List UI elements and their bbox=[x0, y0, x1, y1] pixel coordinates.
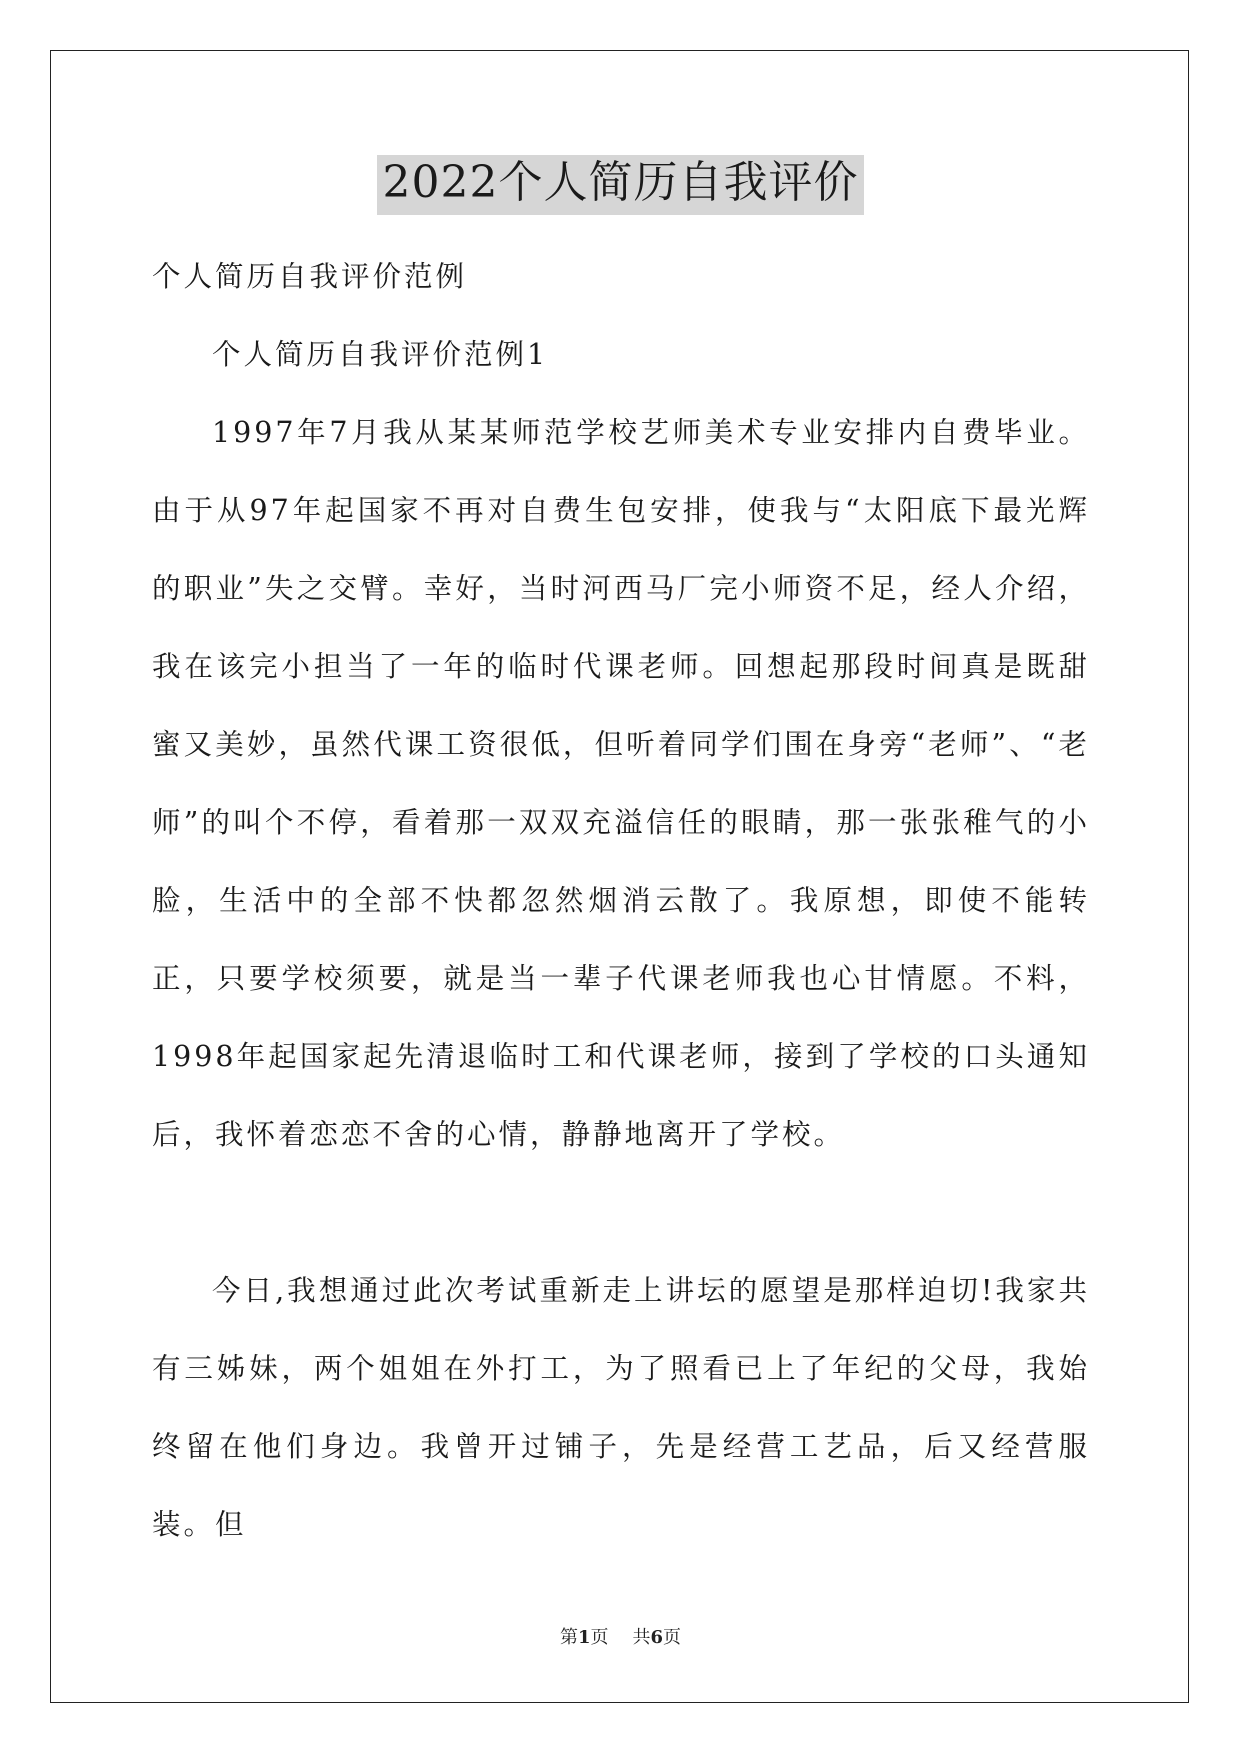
document-subtitle: 个人简历自我评价范例 bbox=[152, 260, 468, 293]
footer-current-page: 1 bbox=[577, 1627, 591, 1648]
footer-prefix: 第 bbox=[559, 1627, 578, 1648]
footer-page-suffix: 页 bbox=[590, 1627, 609, 1648]
paragraph-2: 今日,我想通过此次考试重新走上讲坛的愿望是那样迫切!我家共有三姊妹，两个姐姐在外打工，为了照看已上了年纪的父母，我始终留在他们身边。我曾开过铺子，先是经营工艺品，后又经营服装。但 bbox=[152, 1274, 1090, 1541]
section-heading: 个人简历自我评价范例1 bbox=[212, 338, 549, 371]
footer-total-prefix: 共 bbox=[632, 1627, 651, 1648]
footer-total-pages: 6 bbox=[650, 1627, 664, 1648]
footer-total-suffix: 页 bbox=[663, 1627, 682, 1648]
document-title: 2022个人简历自我评价 bbox=[377, 155, 865, 215]
paragraph-spacer bbox=[152, 1174, 1090, 1252]
paragraph-1: 1997年7月我从某某师范学校艺师美术专业安排内自费毕业。由于从97年起国家不再对自费生包安排，使我与“太阳底下最光辉的职业”失之交臂。幸好，当时河西马厂完小师资不足，经人介绍，我在该完小担当了一年的临时代课老师。回想起那段时间真是既甜蜜又美妙，虽然代课工资很低，但听着同学们围在身旁“老师”、“老师”的叫个不停，看着那一双双充溢信任的眼睛，那一张张稚气的小脸，生活中的全部不快都忽然烟消云散了。我原想，即使不能转正，只要学校须要，就是当一辈子代课老师我也心甘情愿。不料，1998年起国家起先清退临时工和代课老师，接到了学校的口头通知后，我怀着恋恋不舍的心情，静静地离开了学校。 bbox=[152, 416, 1090, 1151]
document-body bbox=[152, 238, 1090, 1564]
page-footer bbox=[0, 1623, 1241, 1649]
document-title-container bbox=[0, 155, 1241, 215]
